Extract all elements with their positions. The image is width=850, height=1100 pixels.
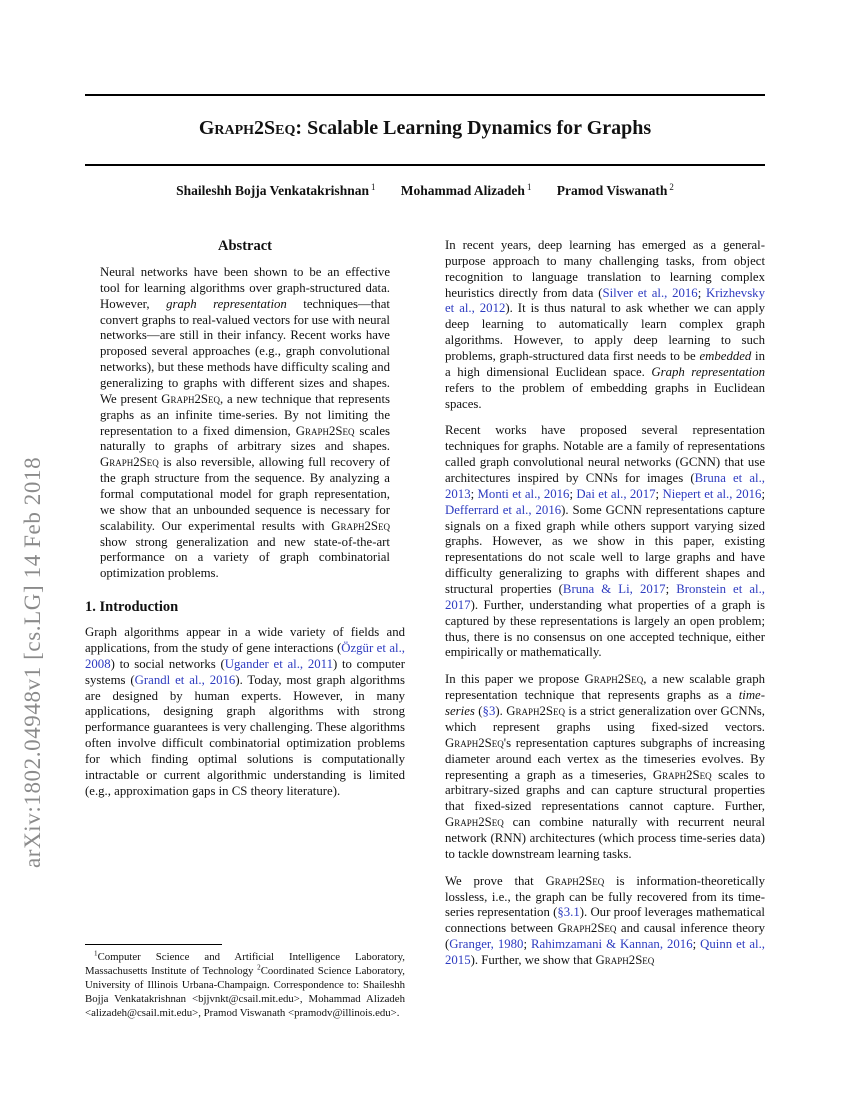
citation-link[interactable]: Bronstein et al., 2017	[445, 582, 765, 612]
section-heading-introduction: 1. Introduction	[85, 599, 179, 616]
right-column	[445, 238, 765, 1020]
author-3	[557, 183, 674, 198]
citation-link[interactable]: Silver et al., 2016	[602, 285, 698, 300]
paper-title: Graph2Seq: Scalable Learning Dynamics for Graphs	[198, 117, 652, 139]
footnote-rule	[85, 944, 222, 945]
left-column	[85, 238, 405, 1020]
author-1	[176, 183, 375, 198]
body-paragraph-3: In this paper we propose Graph2Seq, a new scalable graph representation technique that represents graphs as a time-series (§3). Graph2Seq is a strict generalization over GCNNs, which represent graphs using fixed-sized vectors. Graph2Seq's representation captures subgraphs of increasing diameter around each vertex as the timeseries evolves. By representing a graph as a timeseries, Graph2Seq scales to arbitrary-sized graphs and can capture structural properties that fixed-sized representations cannot capture. Further, Graph2Seq can combine naturally with recurrent neural network (RNN) architectures (which process time-series data) to tackle downstream learning tasks.	[445, 672, 766, 861]
arxiv-watermark: arXiv:1802.04948v1 [cs.LG] 14 Feb 2018	[20, 456, 45, 868]
author-3-affiliation-mark: 2	[669, 181, 674, 192]
author-2-affiliation-mark: 1	[526, 181, 532, 192]
citation-link[interactable]: §3	[482, 704, 496, 719]
citation-link[interactable]: §3.1	[557, 905, 580, 920]
citation-link[interactable]: Defferrard et al., 2016	[445, 502, 562, 517]
citation-link[interactable]: Krizhevsky et al., 2012	[445, 285, 765, 316]
author-line	[85, 183, 765, 199]
citation-link[interactable]: Niepert et al., 2016	[662, 486, 762, 501]
horizontal-rule-top	[85, 94, 765, 96]
affiliation-footnote: $^1$Computer Science and Artificial Intelligence Laboratory, Massachusetts Institute of Technology $^2$Coordinated Science Laboratory, University of Illinois Urbana-Champaign. Correspondence to: Shaileshh Bojja Venkatakrishnan <bjjvnkt@csail.mit.edu>, Mohammad Alizadeh <alizadeh@csail.mit.edu>, Pramod Viswanath <pramodv@illinois.edu>.	[85, 949, 405, 1019]
abstract-text: Neural networks have been shown to be an effective tool for learning algorithms over graph-structured data. However, graph representation techniques—that convert graphs to real-valued vectors for use with neural networks—are still in their infancy. Recent works have proposed several approaches (e.g., graph convolutional networks), but these methods have difficulty scaling and generalizing to graphs with different sizes and shapes. We present Graph2Seq, a new technique that represents graphs as an infinite time-series. By not limiting the representation to a fixed dimension, Graph2Seq scales naturally to graphs of arbitrary sizes and shapes. Graph2Seq is also reversible, allowing full recovery of the graph structure from the sequence. By analyzing a formal computational model for graph representation, we show that an unbounded sequence is necessary for scalability. Our experimental results with Graph2Seq show strong generalization and new state-of-the-art performance on a variety of graph combinatorial optimization problems.	[100, 265, 390, 581]
citation-link[interactable]: Grandl et al., 2016	[134, 672, 236, 687]
body-paragraph-2: Recent works have proposed several representation techniques for graphs. Notable are a family of representations called graph convolutional neural networks (GCNN) that use architectures inspired by CNNs for images (Bruna et al., 2013; Monti et al., 2016; Dai et al., 2017; Niepert et al., 2016; Defferrard et al., 2016). Some GCNN representations capture signals on a fixed graph while others support varying sized graphs. However, as we show in this paper, existing representations do not scale well to large graphs and have difficulty generalizing to graphs with different shapes and structural properties (Bruna & Li, 2017; Bronstein et al., 2017). Further, understanding what properties of a graph is captured by these representations is largely an open problem; thus, there is no consensus on one accepted technique, either empirically or mathematically.	[445, 423, 765, 660]
citation-link[interactable]: Monti et al., 2016	[477, 486, 570, 501]
citation-link[interactable]: Quinn et al., 2015	[445, 937, 765, 967]
citation-link[interactable]: Bruna & Li, 2017	[562, 582, 666, 597]
author-2-name: Mohammad Alizadeh	[400, 183, 525, 198]
citation-link[interactable]: Dai et al., 2017	[576, 486, 656, 501]
two-column-body	[85, 238, 765, 1020]
citation-link[interactable]: Özgür et al., 2008	[85, 641, 405, 671]
author-1-affiliation-mark: 1	[370, 181, 376, 192]
body-paragraph-4: We prove that Graph2Seq is information-theoretically lossless, i.e., the graph can be fully recovered from its time-series representation (§3.1). Our proof leverages mathematical connections between Graph2Seq and causal inference theory (Granger, 1980; Rahimzamani & Kannan, 2016; Quinn et al., 2015). Further, we show that Graph2Seq	[445, 873, 765, 967]
introduction-paragraph: Graph algorithms appear in a wide variety of fields and applications, from the study of gene interactions (Özgür et al., 2008) to social networks (Ugander et al., 2011) to computer systems (Grandl et al., 2016). Today, most graph algorithms are designed by human experts. However, in many applications, designing graph algorithms with strong performance guarantees is very challenging. These algorithms often involve difficult combinatorial optimization problems for which finding optimal solutions is computationally intractable or current algorithmic understanding is limited (e.g., approximation gaps in CS theory literature).	[85, 625, 405, 798]
author-3-name: Pramod Viswanath	[556, 183, 668, 198]
footnote-block	[85, 944, 405, 1020]
citation-link[interactable]: Granger, 1980	[449, 937, 524, 952]
abstract-block	[85, 265, 405, 582]
author-2	[401, 183, 532, 198]
abstract-heading: Abstract	[218, 238, 272, 254]
citation-link[interactable]: Rahimzamani & Kannan, 2016	[531, 937, 693, 952]
horizontal-rule-under-title	[85, 164, 765, 166]
citation-link[interactable]: Bruna et al., 2013	[445, 471, 765, 501]
author-1-name: Shaileshh Bojja Venkatakrishnan	[176, 183, 369, 198]
body-paragraph-1: In recent years, deep learning has emerged as a general-purpose approach to many challenging tasks, from object recognition to language translation to learning complex heuristics directly from data (Silver et al., 2016; Krizhevsky et al., 2012). It is thus natural to ask whether we can apply deep learning to automatically learn complex graph algorithms. However, to apply deep learning to such problems, graph-structured data first needs to be embedded in a high dimensional Euclidean space. Graph representation refers to the problem of embedding graphs in Euclidean spaces.	[445, 238, 765, 411]
citation-link[interactable]: Ugander et al., 2011	[224, 656, 333, 671]
